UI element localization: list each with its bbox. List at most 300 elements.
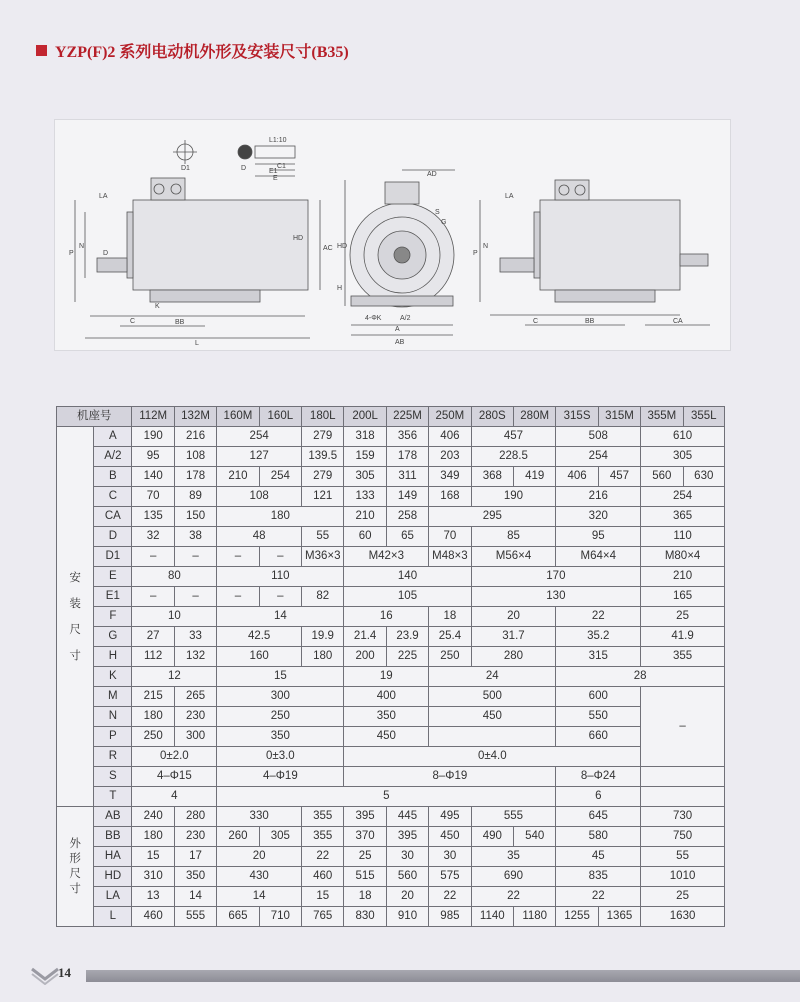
table-cell: 445 xyxy=(386,807,428,827)
motor-outline-drawing xyxy=(54,119,731,351)
table-cell: 0±2.0 xyxy=(132,747,217,767)
table-cell: 65 xyxy=(386,527,428,547)
table-cell: 355 xyxy=(641,647,725,667)
table-cell: M42×3 xyxy=(344,547,429,567)
label-e1: E1 xyxy=(269,168,278,175)
chevron-down-icon xyxy=(30,965,60,985)
table-cell: 6 xyxy=(556,787,641,807)
table-cell: 15 xyxy=(217,667,344,687)
label-la: LA xyxy=(99,193,108,200)
page-footer xyxy=(0,962,800,986)
table-cell: 108 xyxy=(174,447,216,467)
table-cell: 14 xyxy=(217,887,302,907)
table-cell: 225 xyxy=(386,647,428,667)
frame-header: 160L xyxy=(259,407,301,427)
table-cell: 22 xyxy=(471,887,556,907)
label-d1: D1 xyxy=(181,165,190,172)
table-cell: 300 xyxy=(217,687,344,707)
table-row xyxy=(57,527,725,547)
table-cell: 33 xyxy=(174,627,216,647)
table-cell: M64×4 xyxy=(556,547,641,567)
table-cell: 450 xyxy=(429,827,471,847)
table-cell: 254 xyxy=(556,447,641,467)
table-cell: 318 xyxy=(344,427,386,447)
param-label: N xyxy=(94,707,132,727)
table-row xyxy=(57,747,725,767)
install-dimensions-group: 安 装 尺 寸 xyxy=(57,427,94,807)
table-cell: 690 xyxy=(471,867,556,887)
table-cell-empty xyxy=(641,787,725,807)
table-cell: 19.9 xyxy=(302,627,344,647)
table-cell: 203 xyxy=(429,447,471,467)
table-cell: 95 xyxy=(132,447,174,467)
table-cell: 279 xyxy=(302,467,344,487)
table-cell: 1140 xyxy=(471,907,513,927)
table-cell: 20 xyxy=(471,607,556,627)
table-cell: 1180 xyxy=(513,907,555,927)
param-label: F xyxy=(94,607,132,627)
table-cell: 265 xyxy=(174,687,216,707)
param-label: B xyxy=(94,467,132,487)
label-la-rear: LA xyxy=(505,193,514,200)
table-cell: 310 xyxy=(132,867,174,887)
table-cell: 457 xyxy=(598,467,640,487)
table-cell: 28 xyxy=(556,667,725,687)
table-cell: 490 xyxy=(471,827,513,847)
table-cell: 600 xyxy=(556,687,641,707)
frame-header: 315S xyxy=(556,407,598,427)
table-cell: 130 xyxy=(471,587,641,607)
table-row xyxy=(57,847,725,867)
frame-header: 132M xyxy=(174,407,216,427)
table-cell: 250 xyxy=(429,647,471,667)
table-cell: 305 xyxy=(259,827,301,847)
table-cell: 70 xyxy=(429,527,471,547)
table-cell: 60 xyxy=(344,527,386,547)
table-cell: 406 xyxy=(429,427,471,447)
frame-header: 112M xyxy=(132,407,174,427)
table-cell: 4–Φ19 xyxy=(217,767,344,787)
table-cell: 330 xyxy=(217,807,302,827)
label-c1: C1 xyxy=(277,163,286,170)
frame-header: 355M xyxy=(641,407,683,427)
param-label: A/2 xyxy=(94,447,132,467)
param-label: A xyxy=(94,427,132,447)
table-cell: 38 xyxy=(174,527,216,547)
table-cell: M56×4 xyxy=(471,547,556,567)
table-cell: 20 xyxy=(386,887,428,907)
table-cell: 835 xyxy=(556,867,641,887)
table-cell: 750 xyxy=(641,827,725,847)
table-cell: 14 xyxy=(174,887,216,907)
table-cell: 254 xyxy=(217,427,302,447)
label-n: N xyxy=(79,243,85,250)
table-row xyxy=(57,487,725,507)
table-cell: 160 xyxy=(217,647,302,667)
table-row xyxy=(57,427,725,447)
label-l: L xyxy=(195,340,199,347)
table-cell: 190 xyxy=(471,487,556,507)
table-cell: 55 xyxy=(302,527,344,547)
param-label: E1 xyxy=(94,587,132,607)
table-cell: 25 xyxy=(344,847,386,867)
label-hd: HD xyxy=(293,235,304,242)
table-cell: M48×3 xyxy=(429,547,471,567)
frame-header: 225M xyxy=(386,407,428,427)
table-cell: 159 xyxy=(344,447,386,467)
table-cell: 30 xyxy=(386,847,428,867)
table-cell: 127 xyxy=(217,447,302,467)
table-cell: 240 xyxy=(132,807,174,827)
frame-header: 280S xyxy=(471,407,513,427)
param-label: P xyxy=(94,727,132,747)
table-cell: 139.5 xyxy=(302,447,344,467)
table-cell: 560 xyxy=(386,867,428,887)
table-row xyxy=(57,447,725,467)
table-cell: 20 xyxy=(217,847,302,867)
table-cell: 42.5 xyxy=(217,627,302,647)
page-number: 14 xyxy=(58,965,71,980)
table-cell: 55 xyxy=(641,847,725,867)
table-cell: 0±4.0 xyxy=(344,747,641,767)
table-cell: 305 xyxy=(641,447,725,467)
table-cell: 180 xyxy=(302,647,344,667)
table-cell: 355 xyxy=(302,827,344,847)
table-cell: 110 xyxy=(641,527,725,547)
table-cell: 430 xyxy=(217,867,302,887)
table-cell: 555 xyxy=(174,907,216,927)
table-cell: 180 xyxy=(217,507,344,527)
table-cell: 215 xyxy=(132,687,174,707)
table-row xyxy=(57,567,725,587)
label-c-rear: C xyxy=(533,318,539,325)
table-cell: 8–Φ19 xyxy=(344,767,556,787)
label-ad: AD xyxy=(427,171,437,178)
table-row xyxy=(57,907,725,927)
table-cell: 10 xyxy=(132,607,217,627)
table-cell: 121 xyxy=(302,487,344,507)
outline-dimensions-group: 外 形 尺 寸 xyxy=(57,807,94,927)
page-title-text: YZP(F)2 系列电动机外形及安装尺寸(B35) xyxy=(55,44,349,61)
table-row xyxy=(57,767,725,787)
label-ca: CA xyxy=(673,318,683,325)
table-cell: 250 xyxy=(132,727,174,747)
table-cell: 135 xyxy=(132,507,174,527)
table-cell: 17 xyxy=(174,847,216,867)
table-cell: 22 xyxy=(556,607,641,627)
table-cell: 280 xyxy=(471,647,556,667)
table-cell: M80×4 xyxy=(641,547,725,567)
table-cell: 112 xyxy=(132,647,174,667)
table-cell: 315 xyxy=(556,647,641,667)
table-cell-empty xyxy=(429,727,556,747)
page-title xyxy=(36,39,349,62)
label-d-front: D xyxy=(103,250,109,257)
table-cell: 210 xyxy=(217,467,259,487)
table-cell: 230 xyxy=(174,707,216,727)
table-cell: 228.5 xyxy=(471,447,556,467)
table-cell: – xyxy=(132,587,174,607)
dimension-table xyxy=(56,406,725,927)
table-cell: 18 xyxy=(429,607,471,627)
table-row xyxy=(57,727,725,747)
table-cell: – xyxy=(641,687,725,767)
table-cell: 170 xyxy=(471,567,641,587)
param-label: H xyxy=(94,647,132,667)
table-cell: 190 xyxy=(132,427,174,447)
table-cell: 368 xyxy=(471,467,513,487)
table-cell: 27 xyxy=(132,627,174,647)
table-cell: 419 xyxy=(513,467,555,487)
table-cell: 460 xyxy=(302,867,344,887)
table-cell: 32 xyxy=(132,527,174,547)
param-label: K xyxy=(94,667,132,687)
table-cell: 1630 xyxy=(641,907,725,927)
table-cell: 580 xyxy=(556,827,641,847)
table-cell: 8–Φ24 xyxy=(556,767,641,787)
table-cell: 500 xyxy=(429,687,556,707)
table-row xyxy=(57,627,725,647)
table-cell: 5 xyxy=(217,787,556,807)
table-cell: 70 xyxy=(132,487,174,507)
param-label: LA xyxy=(94,887,132,907)
param-label: L xyxy=(94,907,132,927)
label-hd-end: HD xyxy=(337,243,348,250)
label-g: G xyxy=(441,219,447,226)
footer-bar xyxy=(86,970,800,982)
header-frame-label: 机座号 xyxy=(57,407,132,427)
label-p: P xyxy=(69,250,74,257)
label-e: E xyxy=(273,175,278,182)
table-cell: 19 xyxy=(344,667,429,687)
table-cell: 250 xyxy=(217,707,344,727)
frame-header: 250M xyxy=(429,407,471,427)
table-cell: 0±3.0 xyxy=(217,747,344,767)
table-row xyxy=(57,587,725,607)
table-cell: 95 xyxy=(556,527,641,547)
table-cell: – xyxy=(132,547,174,567)
table-cell: 555 xyxy=(471,807,556,827)
table-row xyxy=(57,707,725,727)
table-cell: 45 xyxy=(556,847,641,867)
table-cell: 320 xyxy=(556,507,641,527)
table-cell: 18 xyxy=(344,887,386,907)
table-cell: – xyxy=(259,547,301,567)
table-cell: 210 xyxy=(641,567,725,587)
table-cell: 1365 xyxy=(598,907,640,927)
param-label: HA xyxy=(94,847,132,867)
label-l1: L1:10 xyxy=(269,137,287,144)
table-cell: 16 xyxy=(344,607,429,627)
param-label: T xyxy=(94,787,132,807)
table-cell: 140 xyxy=(344,567,471,587)
param-label: D xyxy=(94,527,132,547)
label-k: K xyxy=(155,303,160,310)
table-cell: 279 xyxy=(302,427,344,447)
table-row xyxy=(57,687,725,707)
table-cell: 30 xyxy=(429,847,471,867)
table-cell: 355 xyxy=(302,807,344,827)
table-cell: 254 xyxy=(641,487,725,507)
label-p-rear: P xyxy=(473,250,478,257)
table-cell: 258 xyxy=(386,507,428,527)
table-row xyxy=(57,867,725,887)
table-cell: 395 xyxy=(386,827,428,847)
param-label: M xyxy=(94,687,132,707)
table-cell: 13 xyxy=(132,887,174,907)
table-cell: 31.7 xyxy=(471,627,556,647)
param-label: AB xyxy=(94,807,132,827)
table-cell: 910 xyxy=(386,907,428,927)
table-cell: 24 xyxy=(429,667,556,687)
param-label: E xyxy=(94,567,132,587)
label-bb: BB xyxy=(175,319,185,326)
table-cell: 35.2 xyxy=(556,627,641,647)
table-cell: 178 xyxy=(386,447,428,467)
table-cell: 89 xyxy=(174,487,216,507)
label-ab: AB xyxy=(395,339,405,346)
param-label: C xyxy=(94,487,132,507)
table-cell: 730 xyxy=(641,807,725,827)
table-cell: 230 xyxy=(174,827,216,847)
table-cell: 350 xyxy=(217,727,344,747)
table-cell: 645 xyxy=(556,807,641,827)
table-cell: 356 xyxy=(386,427,428,447)
table-cell: – xyxy=(259,587,301,607)
table-cell: 180 xyxy=(132,827,174,847)
table-cell: 508 xyxy=(556,427,641,447)
table-cell: 350 xyxy=(174,867,216,887)
table-cell: 180 xyxy=(132,707,174,727)
table-cell: 495 xyxy=(429,807,471,827)
table-cell: 25 xyxy=(641,607,725,627)
table-cell: 41.9 xyxy=(641,627,725,647)
table-row xyxy=(57,667,725,687)
table-cell: 22 xyxy=(556,887,641,907)
table-cell: 4–Φ15 xyxy=(132,767,217,787)
label-d: D xyxy=(241,165,247,172)
table-cell: 150 xyxy=(174,507,216,527)
param-label: D1 xyxy=(94,547,132,567)
table-cell: 280 xyxy=(174,807,216,827)
frame-header: 180L xyxy=(302,407,344,427)
table-cell: – xyxy=(174,587,216,607)
table-cell: – xyxy=(174,547,216,567)
table-cell: 168 xyxy=(429,487,471,507)
table-row xyxy=(57,807,725,827)
table-cell: 105 xyxy=(344,587,471,607)
table-cell: 305 xyxy=(344,467,386,487)
table-cell: 210 xyxy=(344,507,386,527)
label-a: A xyxy=(395,326,400,333)
frame-header: 280M xyxy=(513,407,555,427)
table-cell: 14 xyxy=(217,607,344,627)
table-cell: 216 xyxy=(556,487,641,507)
table-cell: 370 xyxy=(344,827,386,847)
table-cell: 350 xyxy=(344,707,429,727)
table-cell: 610 xyxy=(641,427,725,447)
table-cell: 406 xyxy=(556,467,598,487)
table-cell: – xyxy=(217,547,259,567)
label-ac: AC xyxy=(323,245,333,252)
table-cell: – xyxy=(217,587,259,607)
table-header-row xyxy=(57,407,725,427)
table-cell: 765 xyxy=(302,907,344,927)
table-cell: 295 xyxy=(429,507,556,527)
table-cell: 260 xyxy=(217,827,259,847)
frame-header: 160M xyxy=(217,407,259,427)
table-cell-empty xyxy=(641,767,725,787)
table-cell: 149 xyxy=(386,487,428,507)
table-cell: 22 xyxy=(302,847,344,867)
table-cell: 23.9 xyxy=(386,627,428,647)
table-cell: 165 xyxy=(641,587,725,607)
table-cell: 4 xyxy=(132,787,217,807)
table-cell: 450 xyxy=(429,707,556,727)
table-cell: 575 xyxy=(429,867,471,887)
table-cell: 140 xyxy=(132,467,174,487)
label-n-rear: N xyxy=(483,243,489,250)
table-cell: 133 xyxy=(344,487,386,507)
frame-header: 200L xyxy=(344,407,386,427)
table-cell: 560 xyxy=(641,467,683,487)
table-cell: 108 xyxy=(217,487,302,507)
table-cell: M36×3 xyxy=(302,547,344,567)
param-label: G xyxy=(94,627,132,647)
table-cell: 830 xyxy=(344,907,386,927)
table-row xyxy=(57,647,725,667)
param-label: BB xyxy=(94,827,132,847)
label-h: H xyxy=(337,285,343,292)
table-cell: 12 xyxy=(132,667,217,687)
label-s: S xyxy=(435,209,440,216)
table-row xyxy=(57,467,725,487)
table-cell: 630 xyxy=(683,467,724,487)
table-cell: 1255 xyxy=(556,907,598,927)
table-cell: 660 xyxy=(556,727,641,747)
param-label: CA xyxy=(94,507,132,527)
table-cell: 395 xyxy=(344,807,386,827)
table-cell: 15 xyxy=(132,847,174,867)
table-cell: 550 xyxy=(556,707,641,727)
table-cell: 365 xyxy=(641,507,725,527)
label-c: C xyxy=(130,318,136,325)
table-cell: 300 xyxy=(174,727,216,747)
table-cell: 311 xyxy=(386,467,428,487)
table-cell: 665 xyxy=(217,907,259,927)
table-cell: 82 xyxy=(302,587,344,607)
label-a2: A/2 xyxy=(400,315,411,322)
frame-header: 355L xyxy=(683,407,724,427)
table-cell: 25 xyxy=(641,887,725,907)
table-row xyxy=(57,547,725,567)
motor-drawing-svg xyxy=(55,120,730,350)
table-row xyxy=(57,507,725,527)
table-cell: 80 xyxy=(132,567,217,587)
table-cell: 216 xyxy=(174,427,216,447)
table-cell: 85 xyxy=(471,527,556,547)
table-row xyxy=(57,607,725,627)
param-label: S xyxy=(94,767,132,787)
table-cell: 710 xyxy=(259,907,301,927)
table-cell: 21.4 xyxy=(344,627,386,647)
table-cell: 450 xyxy=(344,727,429,747)
table-cell: 1010 xyxy=(641,867,725,887)
label-4k: 4-ΦK xyxy=(365,315,382,322)
param-label: HD xyxy=(94,867,132,887)
table-cell: 985 xyxy=(429,907,471,927)
table-cell: 460 xyxy=(132,907,174,927)
